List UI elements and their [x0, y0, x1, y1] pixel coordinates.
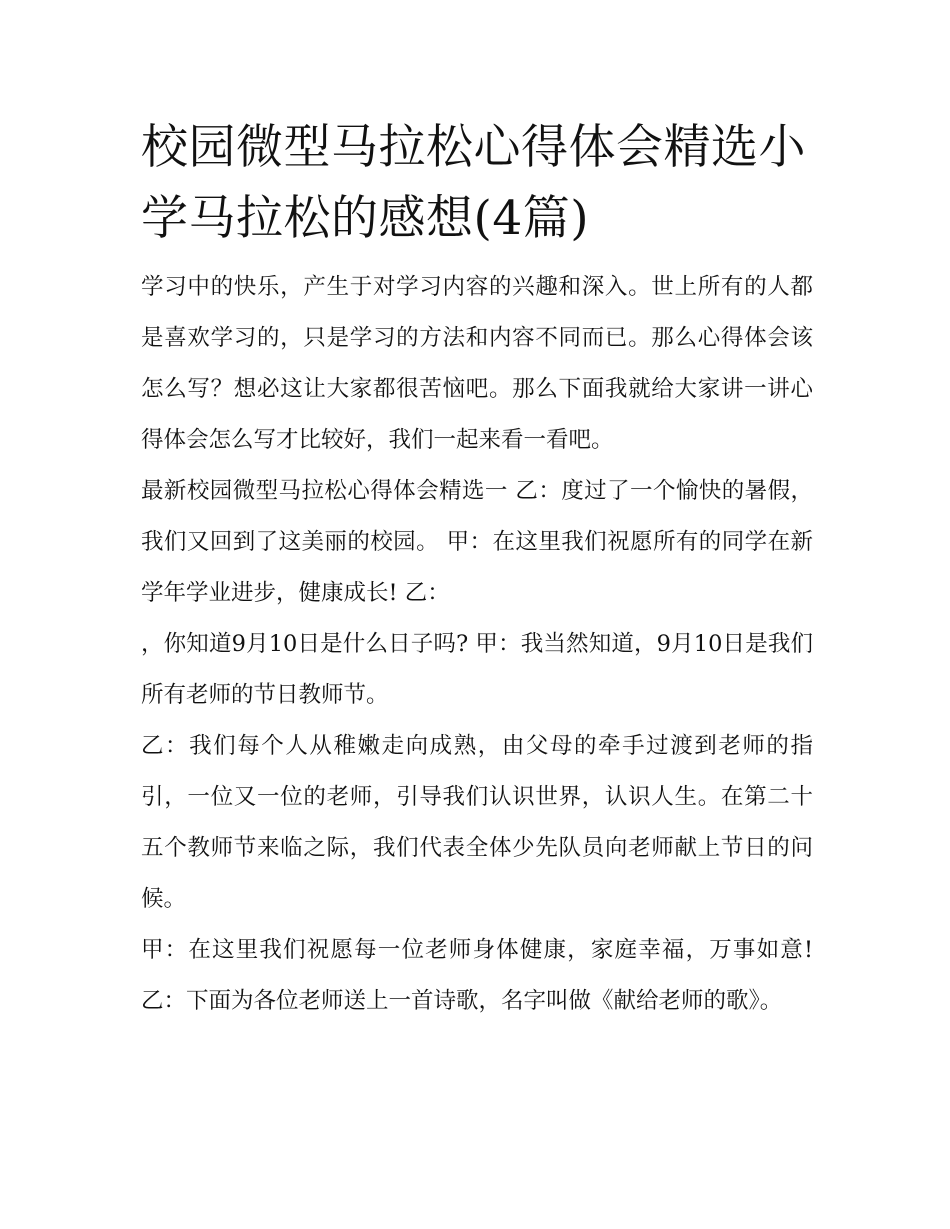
- paragraph-intro: 学习中的快乐，产生于对学习内容的兴趣和深入。世上所有的人都是喜欢学习的，只是学习的方法和内容不同而已。那么心得体会该怎么写？想必这让大家都很苦恼吧。那么下面我就给大家讲一讲心得体会怎么写才比较好，我们一起来看一看吧。: [141, 274, 813, 453]
- paragraph-4: 甲：在这里我们祝愿每一位老师身体健康，家庭幸福，万事如意! 乙：下面为各位老师送上一首诗歌，名字叫做《献给老师的歌》。: [141, 937, 813, 1014]
- paragraph-2: ，你知道9月10日是什么日子吗? 甲：我当然知道，9月10日是我们所有老师的节日教师节。: [141, 631, 813, 708]
- document-page: [141, 112, 813, 1027]
- paragraph-3: 乙：我们每个人从稚嫩走向成熟，由父母的牵手过渡到老师的指引，一位又一位的老师，引导我们认识世界，认识人生。在第二十五个教师节来临之际，我们代表全体少先队员向老师献上节日的问候。: [141, 733, 813, 912]
- paragraph-1: 最新校园微型马拉松心得体会精选一 乙：度过了一个愉快的暑假，我们又回到了这美丽的校园。 甲：在这里我们祝愿所有的同学在新学年学业进步，健康成长! 乙：: [141, 478, 813, 606]
- document-title: 校园微型马拉松心得体会精选小学马拉松的感想(4篇): [141, 120, 806, 246]
